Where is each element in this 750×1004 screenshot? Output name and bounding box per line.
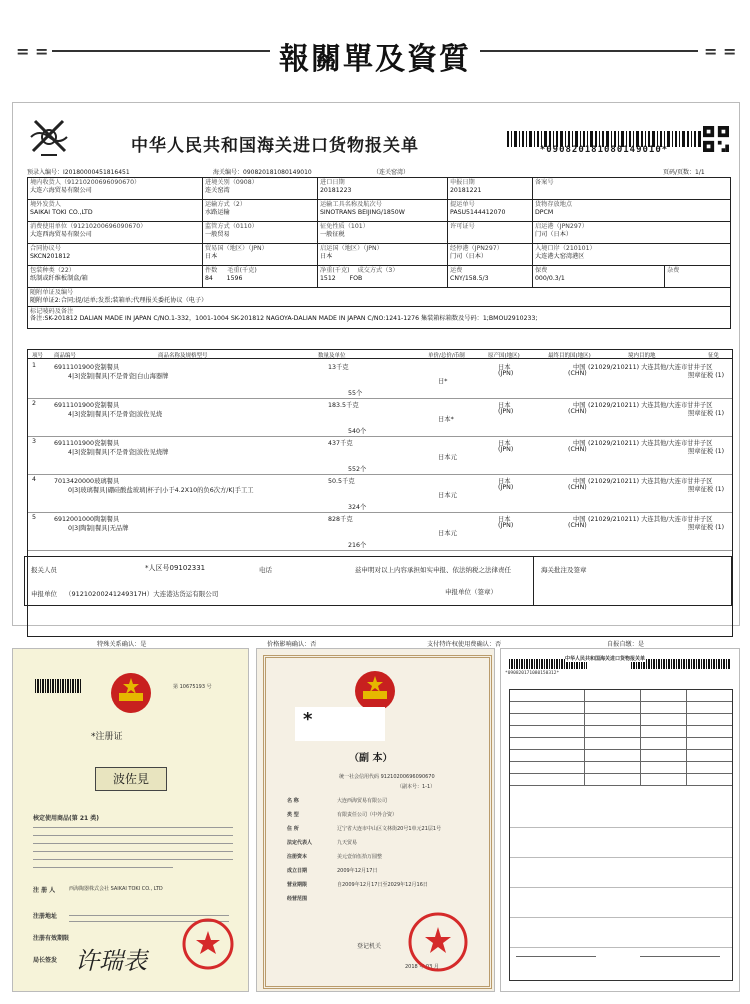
goods-code: 6911101900瓷制餐具	[54, 440, 120, 447]
via-port-cell: 经停港（JPN297） 门司（日本）	[448, 244, 533, 266]
goods-no: 5	[32, 514, 37, 521]
header-right-mark: = =	[704, 42, 737, 61]
license-field-value: 有限责任公司（中外合资）	[337, 812, 398, 818]
goods-qty: 183.5千克	[328, 402, 359, 409]
goods-origin: 日本	[498, 516, 511, 523]
goods-qty-pieces: 55个	[348, 390, 363, 397]
goods-qty-pieces: 552个	[348, 466, 367, 473]
storage-cell: 货物存放地点 DPCM	[533, 200, 731, 222]
national-emblem-icon	[109, 671, 153, 715]
license-field-value: 九天贸易	[337, 840, 358, 846]
seal-label: 申报单位（签章）	[445, 588, 497, 596]
license-date: 2018 年 03 月	[405, 964, 439, 970]
goods-origin-code: (JPN)	[498, 522, 514, 529]
goods-code: 6911101900瓷制餐具	[54, 402, 120, 409]
barcode-icon	[35, 679, 81, 693]
declarant-number: *人区号09102331	[145, 564, 206, 572]
net-deal-cell: 净重(千克) 成交方式（3） 1512 FOB	[318, 266, 448, 288]
goods-dest-place: (21029/210211) 大连其他/大连市甘井子区	[588, 478, 713, 485]
misc-cell: 杂费	[664, 266, 730, 288]
goods-row	[28, 436, 732, 475]
docs-cell: 随附单证及编号 随附单证2:合同;提/运单;发票;装箱单;代理报关委托协议（电子）	[28, 288, 731, 307]
registrant-label: 注 册 人	[33, 887, 56, 894]
license-field-label: 名 称	[287, 798, 299, 804]
customs-port: （连关窑湾）	[373, 169, 410, 176]
goods-origin: 日本	[498, 402, 511, 409]
goods-header: 项号 商品编号 商品名称及规格型号 数量及单位 单价/总价/币制 原产国(地区) 最终目的国(地区) 境内目的地 征免	[28, 350, 732, 359]
goods-levy: 照章征税 (1)	[688, 486, 725, 493]
license-field-value: 美元壹佰伍拾万圆整	[337, 854, 383, 860]
entry-port-cell: 进境关别（0908） 连关窑湾	[203, 178, 318, 200]
user-cell: 消费使用单位（91210200696090670） 大连西海贸易有限公司	[28, 222, 203, 244]
marks-cell: 标记唛码及备注 备注:SK-201812 DALIAN MADE IN JAPAN C/NO.1-332，1001-1004 SK-201812 NAGOYA-DALIAN MADE IN JAPAN C/NO:1241-1276 集装箱标箱数及号码：1;BMOU2910233;	[28, 306, 731, 328]
record-number-cell: 备案号	[533, 178, 731, 200]
port-cell: 启运港（JPN297） 门司（日本）	[533, 222, 731, 244]
goods-no: 2	[32, 400, 37, 407]
goods-levy: 照章征税 (1)	[688, 448, 725, 455]
director-signature: 许瑞表	[75, 947, 147, 975]
period-label: 注册有效期限	[33, 935, 70, 942]
goods-origin: 日本	[498, 440, 511, 447]
license-field-label: 法定代表人	[287, 840, 313, 846]
goods-spec: 0|3|陶制|餐具|无品牌	[68, 525, 129, 532]
registration-number: 第 10675193 号	[173, 684, 212, 690]
tax-cell: 征免性质（101） 一般征税	[318, 222, 448, 244]
goods-origin: 日本	[498, 364, 511, 371]
barcode-number: *090820181080149010*	[539, 145, 669, 155]
goods-qty: 50.5千克	[328, 478, 355, 485]
goods-spec: 0|3|玻璃餐具|硼硅酸盐玻璃|杯子|小于4.2X10的负6次方/K|手工工	[68, 487, 254, 494]
business-license	[256, 648, 495, 992]
barcode-number: *090820171080150312*	[505, 671, 560, 676]
origin-country-cell: 启运国（地区）（JPN） 日本	[318, 244, 448, 266]
trademark-mark: 波佐見	[95, 767, 167, 791]
declare-date-cell: 申报日期 20181221	[448, 178, 533, 200]
goods-dest-code: (CHN)	[568, 522, 587, 529]
license-field-value: 大连西海贸易有限公司	[337, 798, 388, 804]
pre-entry-number: 预录入编号：I20180000451816451	[27, 169, 130, 176]
goods-levy: 照章征税 (1)	[688, 410, 725, 417]
insurance-cell: 保费 000/0.3/1	[533, 266, 665, 288]
page-count: 页码/页数：1/1	[663, 169, 705, 176]
header-rule-right	[480, 50, 698, 52]
goods-code: 6911101900瓷制餐具	[54, 364, 120, 371]
goods-origin-code: (JPN)	[498, 484, 514, 491]
license-field-label: 注册资本	[287, 854, 308, 860]
goods-spec: 4|3|瓷制|餐具|不是骨瓷|白山海器牌	[68, 373, 169, 380]
bl-cell: 提运单号 PASU5144412070	[448, 200, 533, 222]
statement: 兹申明对以上内容承担如实申报、依法纳税之法律责任	[355, 566, 511, 574]
license-field-value: 2009年12月17日	[337, 868, 378, 874]
goods-dest-place: (21029/210211) 大连其他/大连市甘井子区	[588, 516, 713, 523]
customs-emblem-icon	[27, 115, 71, 159]
authority-label: 登记机关	[357, 943, 382, 950]
goods-dest-code: (CHN)	[568, 484, 587, 491]
license-field-label: 经营范围	[287, 896, 308, 902]
goods-code: 6912001000陶制餐具	[54, 516, 120, 523]
customs-note: 海关批注及签章	[541, 566, 587, 574]
goods-levy: 照章征税 (1)	[688, 372, 725, 379]
declaration-grid	[27, 177, 731, 329]
goods-origin-code: (JPN)	[498, 370, 514, 377]
class-title: 核定使用商品(第 21 类)	[33, 815, 100, 822]
license-field-label: 住 所	[287, 826, 299, 832]
declaration-title: 中华人民共和国海关进口货物报关单	[131, 136, 419, 156]
goods-dest-code: (CHN)	[568, 446, 587, 453]
trademark-certificate	[12, 648, 249, 992]
registrant-value: 西海陶器株式会社 SAIKAI TOKI CO., LTD	[69, 886, 163, 892]
goods-row	[28, 360, 732, 399]
header-left-mark: = =	[16, 42, 49, 61]
copy-label: （副 本）	[349, 753, 393, 764]
goods-dest: 中国	[573, 478, 586, 485]
goods-dest-code: (CHN)	[568, 408, 587, 415]
address-label: 注册地址	[33, 913, 58, 920]
page-header	[0, 0, 750, 95]
goods-levy: 照章征税 (1)	[688, 524, 725, 531]
mark-label: *注册证	[91, 732, 123, 742]
license-mark: *	[303, 709, 313, 730]
goods-currency: 日*	[438, 378, 448, 385]
goods-origin-code: (JPN)	[498, 446, 514, 453]
second-declaration	[500, 648, 740, 992]
official-seal-icon	[407, 911, 469, 973]
customs-declaration: 中华人民共和国海关进口货物报关单 *090820181080149010* 预录入编号：I20180000451816451 海关编号：090820181080149010 （连关窑湾） 页码/页数：1/1 境内收货人（91210200696090670） 大连六海贸易有限公司 进境关别（0908） 连关窑湾 进口日期 20181223 申报日期 20181221 备案号 境外发货人 SAIKAI TOKI CO.,LTD 运输方式（2） 水路运输 运输工具名称及航次号 SINOTRANS BEIJING/1850W 提运单号 PASU5144412070 货物存放地点 DPCM 消费使用单位（91210200696090670） 大连西海贸易有限公司 监管方式（0110） 一般贸易 征免性质（101） 一般征税 许可证号 启运港（JPN297） 门司（日本） 合同协议号 SKCN201812 贸易国（地区）（JPN） 日本 启运国（地区）（JPN） 日本 经停港（JPN297） 门司（日本） 入境口岸（210101） 大连港大窑湾港区 包装种类（22） 纸制或纤维板制盒/箱 件数 毛重(千克) 84 1596 净重(千克) 成交方式（3） 1512 FOB 运费 CNY/158.5/3 保费 000/0.3/1 杂费 随附单证及编号 随附单证2:合同;提/运单;发票;装箱单;代理报关委托协议（电子） 标记唛码及备注 备注:SK-201812 DALIAN MADE IN JAPAN C/NO.1-332，1001-1004 SK-201812 NAGOYA-DALIAN MADE IN JAPAN C/NO:1241-1276 集装箱标箱数及号码：1;BMOU2910233; 项号 商品编号 商品名称及规格型号 数量及单位 单价/总价/币制 原产国(地区) 最终目的国(地区) 境内目的地 征免 1 6911101900瓷制餐具 4|3|瓷制|餐具|不是骨瓷|白山海器牌 13千克 55个 日* 日本 (JPN) 中国 (CHN) (21029/210211) 大连其他/大连市甘井子区 照章征税 (1) 2 6911101900瓷制餐具 4|3|瓷制|餐具|不是骨瓷|波佐见烧 183.5千克 540个 日本* 日本 (JPN) 中国 (CHN) (21029/210211) 大连其他/大连市甘井子区 照章征税 (1) 3 6911101900瓷制餐具 4|3|瓷制|餐具|不是骨瓷|波佐见烧牌 437千克 552个 日本元 日本 (JPN) 中国 (CHN) (21029/210211) 大连其他/大连市甘井子区 照章征税 (1) 4 7013420000玻璃餐具 0|3|玻璃餐具|硼硅酸盐玻璃|杯子|小于4.2X10的负6次方/K|手工工 50.5千克 324个 日本元 日本 (JPN) 中国 (CHN) (21029/210211) 大连其他/大连市甘井子区 照章征税 (1) 5 6912001000陶制餐具 0|3|陶制|餐具|无品牌 828千克 216个 日本元 日本 (JPN) 中国 (CHN) (21029/210211) 大连其他/大连市甘井子区 照章征税 (1) 特殊关系确认：是 价格影响确认：否 支付特许权使用费确认：否 自报自缴：是	[12, 102, 740, 626]
goods-dest-code: (CHN)	[568, 370, 587, 377]
shipper-cell: 境外发货人 SAIKAI TOKI CO.,LTD	[28, 200, 203, 222]
goods-row	[28, 474, 732, 513]
goods-currency: 日本元	[438, 492, 457, 499]
credit-code: 统一社会信用代码 91210200696090670	[339, 774, 435, 780]
goods-dest-place: (21029/210211) 大连其他/大连市甘井子区	[588, 402, 713, 409]
unit-value: （91210200241249317H）大连港达货运有限公司	[65, 590, 219, 598]
declaration-grid	[509, 689, 733, 981]
goods-origin: 日本	[498, 478, 511, 485]
goods-qty: 828千克	[328, 516, 353, 523]
declaration-footer	[24, 556, 732, 606]
declaration-title: 中华人民共和国海关进口货物报关单	[565, 656, 646, 662]
consignee-cell: 境内收货人（91210200696090670） 大连六海贸易有限公司	[28, 178, 203, 200]
vessel-cell: 运输工具名称及航次号 SINOTRANS BEIJING/1850W	[318, 200, 448, 222]
official-seal-icon	[181, 917, 235, 971]
supervision-cell: 监管方式（0110） 一般贸易	[203, 222, 318, 244]
goods-dest: 中国	[573, 402, 586, 409]
goods-currency: 日本*	[438, 416, 454, 423]
license-cell: 许可证号	[448, 222, 533, 244]
pieces-gross-cell: 件数 毛重(千克) 84 1596	[203, 266, 318, 288]
goods-no: 1	[32, 362, 37, 369]
license-field-value: 辽宁省大连市中山区文林街20号1单元21层1号	[337, 826, 442, 832]
phone-label: 电话	[259, 566, 272, 574]
goods-dest: 中国	[573, 440, 586, 447]
goods-currency: 日本元	[438, 530, 457, 537]
goods-spec: 4|3|瓷制|餐具|不是骨瓷|波佐见烧牌	[68, 449, 169, 456]
freight-cell: 运费 CNY/158.5/3	[448, 266, 533, 288]
goods-dest: 中国	[573, 516, 586, 523]
barcode-icon	[631, 659, 731, 669]
goods-no: 3	[32, 438, 37, 445]
goods-dest-place: (21029/210211) 大连其他/大连市甘井子区	[588, 440, 713, 447]
goods-spec: 4|3|瓷制|餐具|不是骨瓷|波佐见烧	[68, 411, 163, 418]
customs-number: 海关编号：090820181080149010	[213, 169, 312, 176]
copy-number: （副本号：1-1）	[397, 784, 436, 790]
goods-origin-code: (JPN)	[498, 408, 514, 415]
entry-place-cell: 入境口岸（210101） 大连港大窑湾港区	[533, 244, 731, 266]
unit-label: 申报单位	[31, 590, 57, 598]
goods-qty-pieces: 540个	[348, 428, 367, 435]
director-label: 局长签发	[33, 957, 58, 964]
goods-qty: 437千克	[328, 440, 353, 447]
goods-currency: 日本元	[438, 454, 457, 461]
package-cell: 包装种类（22） 纸制或纤维板制盒/箱	[28, 266, 203, 288]
goods-no: 4	[32, 476, 37, 483]
license-field-label: 类 型	[287, 812, 299, 818]
goods-row	[28, 398, 732, 437]
declarant-label: 报关人员	[31, 566, 57, 574]
goods-qty-pieces: 324个	[348, 504, 367, 511]
goods-dest: 中国	[573, 364, 586, 371]
page-title: 報關單及資質	[279, 42, 471, 77]
transport-cell: 运输方式（2） 水路运输	[203, 200, 318, 222]
goods-qty-pieces: 216个	[348, 542, 367, 549]
license-field-label: 成立日期	[287, 868, 308, 874]
goods-qty: 13千克	[328, 364, 349, 371]
qr-code-icon	[703, 125, 729, 153]
contract-cell: 合同协议号 SKCN201812	[28, 244, 203, 266]
license-field-value: 自2009年12月17日至2029年12月16日	[337, 882, 428, 888]
trade-country-cell: 贸易国（地区）（JPN） 日本	[203, 244, 318, 266]
import-date-cell: 进口日期 20181223	[318, 178, 448, 200]
goods-row	[28, 512, 732, 551]
goods-code: 7013420000玻璃餐具	[54, 478, 120, 485]
goods-dest-place: (21029/210211) 大连其他/大连市甘井子区	[588, 364, 713, 371]
license-field-label: 营业期限	[287, 882, 308, 888]
